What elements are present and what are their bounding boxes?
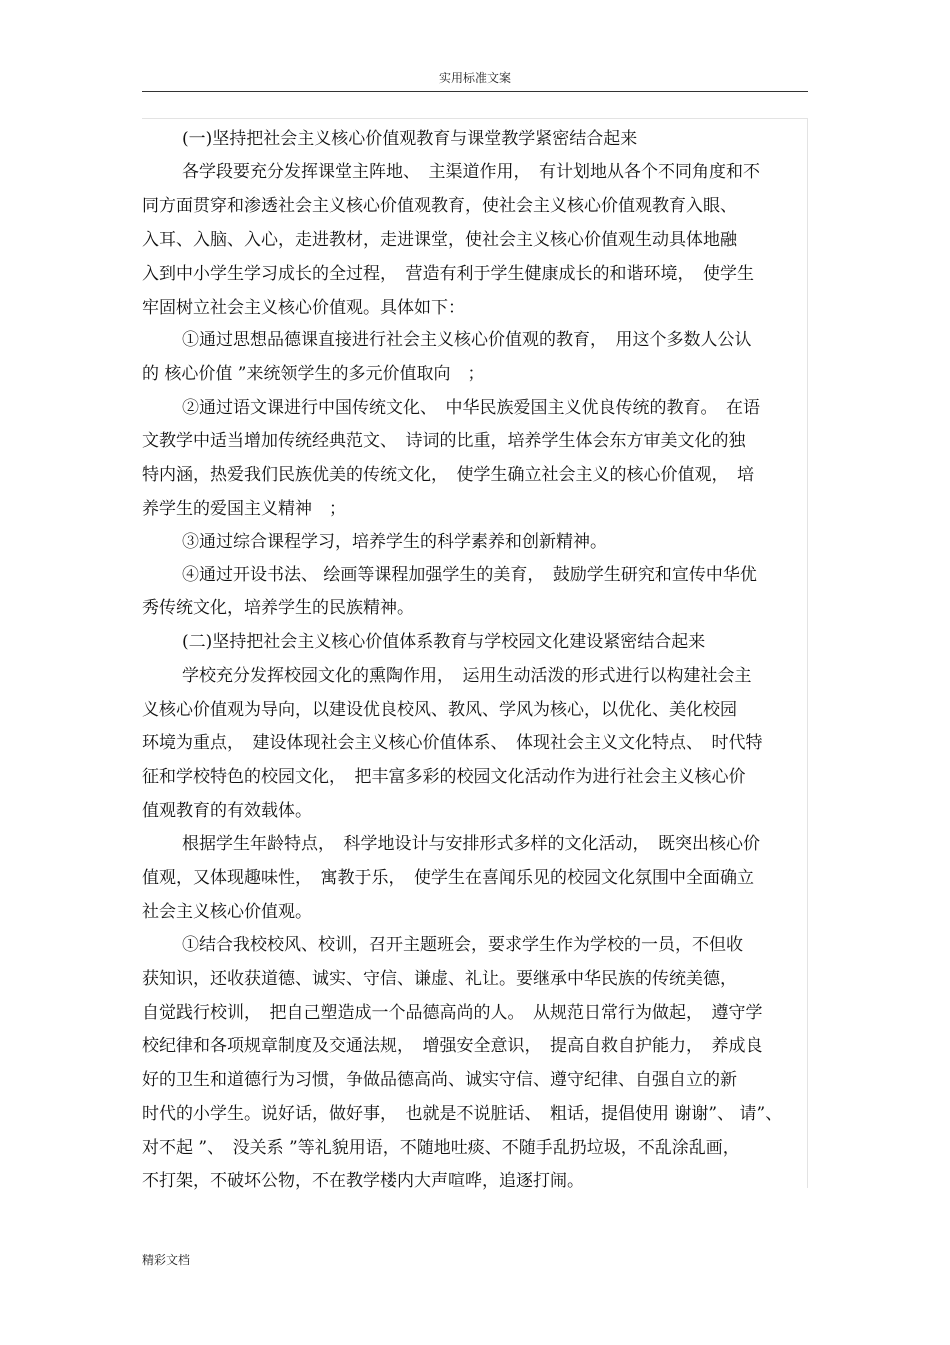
- text-line: 对不起 ”、 没关系 ”等礼貌用语，不随地吐痰、不随手乱扔垃圾，不乱涂乱画，: [142, 1138, 740, 1158]
- text-line: ④通过开设书法、 绘画等课程加强学生的美育， 鼓励学生研究和宣传中华优: [182, 565, 757, 585]
- text-line: 学校充分发挥校园文化的熏陶作用， 运用生动活泼的形式进行以构建社会主: [182, 666, 752, 686]
- text-line: 值观教育的有效载体。: [142, 801, 312, 821]
- document-body: [142, 118, 808, 1191]
- text-line: 各学段要充分发挥课堂主阵地、 主渠道作用， 有计划地从各个不同角度和不: [182, 162, 760, 182]
- text-line: (二)坚持把社会主义核心价值体系教育与学校园文化建设紧密结合起来: [182, 632, 706, 652]
- text-line: ②通过语文课进行中国传统文化、 中华民族爱国主义优良传统的教育。 在语: [182, 398, 760, 418]
- text-line: 入到中小学生学习成长的全过程， 营造有利于学生健康成长的和谐环境， 使学生: [142, 264, 754, 284]
- text-line: ①通过思想品德课直接进行社会主义核心价值观的教育， 用这个多数人公认: [182, 330, 752, 350]
- text-line: 环境为重点， 建设体现社会主义核心价值体系、 体现社会主义文化特点、 时代特: [142, 733, 763, 753]
- text-line: 牢固树立社会主义核心价值观。具体如下：: [142, 298, 465, 318]
- text-line: 好的卫生和道德行为习惯，争做品德高尚、诚实守信、遵守纪律、自强自立的新: [142, 1070, 737, 1090]
- text-line: 校纪律和各项规章制度及交通法规， 增强安全意识， 提高自救自护能力， 养成良: [142, 1036, 763, 1056]
- text-line: 的 核心价值 ”来统领学生的多元价值取向 ；: [142, 364, 485, 384]
- text-line: ①结合我校校风、校训，召开主题班会，要求学生作为学校的一员，不但收: [182, 935, 743, 955]
- text-line: 义核心价值观为导向，以建设优良校风、教风、学风为核心，以优化、美化校园: [142, 700, 737, 720]
- page-footer-label: 精彩文档: [142, 1253, 191, 1267]
- text-line: 征和学校特色的校园文化， 把丰富多彩的校园文化活动作为进行社会主义核心价: [142, 767, 746, 787]
- text-line: 同方面贯穿和渗透社会主义核心价值观教育，使社会主义核心价值观教育入眼、: [142, 196, 737, 216]
- text-line: 秀传统文化，培养学生的民族精神。: [142, 598, 414, 618]
- text-line: 社会主义核心价值观。: [142, 902, 312, 922]
- text-line: 养学生的爱国主义精神 ；: [142, 499, 346, 519]
- text-line: 自觉践行校训， 把自己塑造成一个品德高尚的人。 从规范日常行为做起， 遵守学: [142, 1003, 763, 1023]
- text-line: 入耳、入脑、入心，走进教材，走进课堂，使社会主义核心价值观生动具体地融: [142, 230, 737, 250]
- text-line: 不打架，不破坏公物，不在教学楼内大声喧哗，追逐打闹。: [142, 1171, 584, 1191]
- text-line: 值观，又体现趣味性， 寓教于乐， 使学生在喜闻乐见的校园文化氛围中全面确立: [142, 868, 754, 888]
- text-line: 特内涵，热爱我们民族优美的传统文化， 使学生确立社会主义的核心价值观， 培: [142, 465, 754, 485]
- text-line: 根据学生年龄特点， 科学地设计与安排形式多样的文化活动， 既突出核心价: [182, 834, 760, 854]
- page-header-title: 实用标准文案: [438, 71, 511, 85]
- text-line: 时代的小学生。说好话，做好事， 也就是不说脏话、 粗话，提倡使用 谢谢”、 请”、: [142, 1104, 783, 1124]
- text-line: (一)坚持把社会主义核心价值观教育与课堂教学紧密结合起来: [182, 129, 638, 149]
- text-line: 文教学中适当增加传统经典范文、 诗词的比重，培养学生体会东方审美文化的独: [142, 431, 746, 451]
- header-divider: [142, 91, 808, 92]
- text-line: ③通过综合课程学习，培养学生的科学素养和创新精神。: [182, 532, 607, 552]
- text-line: 获知识，还收获道德、诚实、守信、谦虚、礼让。要继承中华民族的传统美德，: [142, 969, 737, 989]
